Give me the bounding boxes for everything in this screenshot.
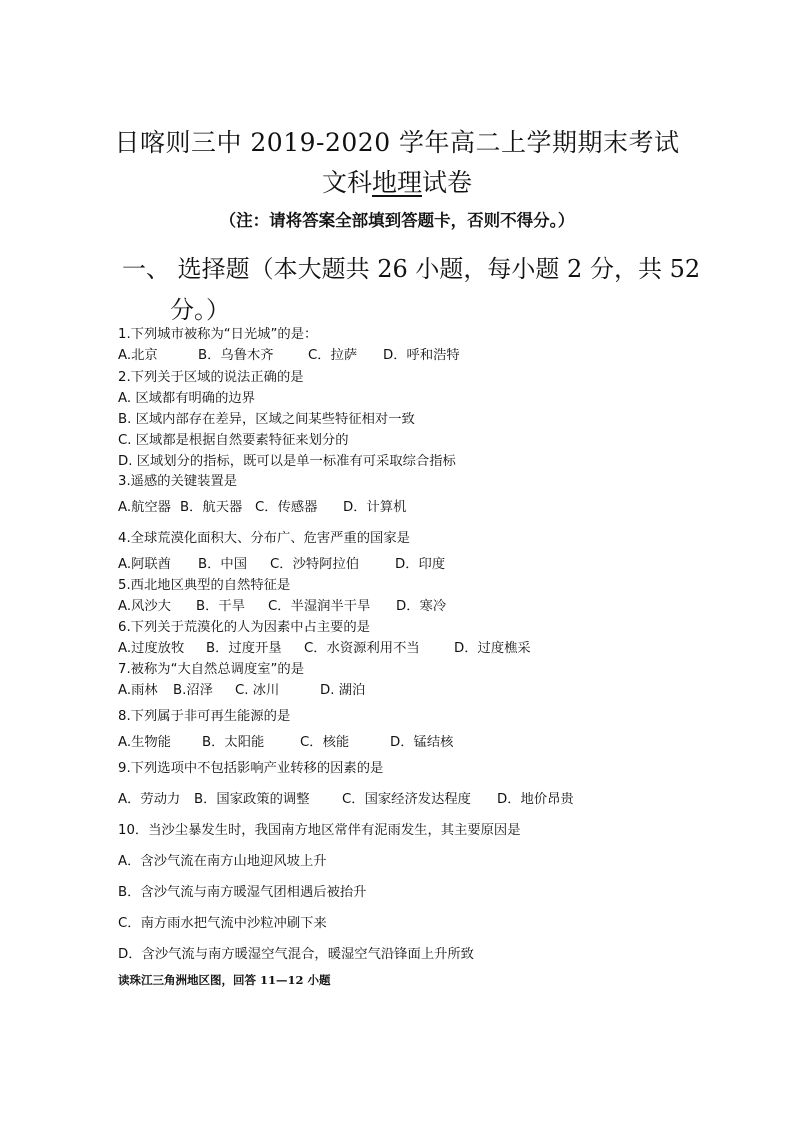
option: C．半湿润半干旱 [268, 599, 371, 614]
option: C．沙特阿拉伯 [270, 557, 360, 572]
option: A．劳动力 [118, 792, 181, 807]
option: D．锰结核 [390, 735, 454, 750]
option: B．航天器 [180, 500, 243, 515]
option: D．寒冷 [396, 599, 447, 614]
question-options [118, 641, 531, 657]
option: A.北京 [118, 348, 158, 363]
option: C．核能 [300, 735, 350, 750]
question-options [118, 557, 445, 573]
answer-notice: （注：请将答案全部填到答题卡，否则不得分。） [219, 211, 575, 230]
section-heading-cont: 分。） [170, 296, 230, 324]
option-line: A. 区域都有明确的边界 [118, 391, 255, 406]
option: A.航空器 [118, 500, 171, 515]
option: D. 湖泊 [320, 683, 366, 698]
map-instruction: 读珠江三角洲地区图，回答 11—12 小题 [118, 973, 331, 987]
option-line: C．南方雨水把气流中沙粒冲刷下来 [118, 916, 327, 931]
option: D．计算机 [343, 500, 407, 515]
option: A.风沙大 [118, 599, 171, 614]
question-options [118, 792, 574, 808]
option: A.过度放牧 [118, 641, 185, 656]
option: C. 冰川 [235, 683, 280, 698]
option: D．呼和浩特 [383, 348, 460, 363]
question-options [118, 683, 365, 699]
subtitle-subject: 地理 [371, 168, 422, 197]
option: A.生物能 [118, 735, 171, 750]
option-line: B．含沙气流与南方暖湿气团相遇后被抬升 [118, 885, 367, 900]
question-stem: 4.全球荒漠化面积大、分布广、危害严重的国家是 [118, 531, 410, 546]
option-line: C. 区域都是根据自然要素特征来划分的 [118, 433, 349, 448]
section-heading: 一、 选择题（本大题共 26 小题，每小题 2 分，共 52 [122, 255, 701, 283]
option: D．过度樵采 [454, 641, 531, 656]
question-stem: 6.下列关于荒漠化的人为因素中占主要的是 [118, 620, 371, 635]
question-stem: 2.下列关于区域的说法正确的是 [118, 370, 304, 385]
question-stem: 1.下列城市被称为“日光城”的是： [118, 327, 318, 342]
option: A.雨林 [118, 683, 158, 698]
option: B．干旱 [196, 599, 246, 614]
option: D．印度 [395, 557, 446, 572]
question-stem: 8.下列属于非可再生能源的是 [118, 709, 291, 724]
question-stem: 5.西北地区典型的自然特征是 [118, 578, 291, 593]
option-line: B. 区域内部存在差异，区域之间某些特征相对一致 [118, 412, 415, 427]
question-options [118, 599, 446, 615]
question-stem: 10．当沙尘暴发生时，我国南方地区常伴有泥雨发生，其主要原因是 [118, 823, 521, 838]
option-line: D．含沙气流与南方暖湿空气混合，暖湿空气沿锋面上升所致 [118, 947, 474, 962]
option: B．过度开垦 [206, 641, 282, 656]
question-stem: 9.下列选项中不包括影响产业转移的因素的是 [118, 761, 384, 776]
option: D．地价昂贵 [497, 792, 574, 807]
question-stem: 7.被称为“大自然总调度室”的是 [118, 662, 305, 677]
question-options [118, 500, 406, 516]
question-options [118, 735, 453, 751]
subtitle-prefix: 文科 [321, 168, 372, 197]
option: B．国家政策的调整 [194, 792, 310, 807]
question-options [118, 348, 460, 364]
option: C．拉萨 [308, 348, 358, 363]
exam-title: 日喀则三中 2019-2020 学年高二上学期期末考试 [114, 128, 680, 157]
option: B．中国 [198, 557, 248, 572]
option: A.阿联酋 [118, 557, 171, 572]
option: C．传感器 [255, 500, 318, 515]
option: B．乌鲁木齐 [198, 348, 274, 363]
question-stem: 3.遥感的关键装置是 [118, 474, 238, 489]
option: B．太阳能 [202, 735, 265, 750]
option: B.沼泽 [173, 683, 213, 698]
exam-subtitle [0, 163, 794, 199]
subtitle-suffix: 试卷 [422, 168, 473, 197]
option: C．国家经济发达程度 [342, 792, 471, 807]
option-line: A．含沙气流在南方山地迎风坡上升 [118, 854, 327, 869]
option: C．水资源利用不当 [304, 641, 420, 656]
option-line: D. 区域划分的指标，既可以是单一标准有可采取综合指标 [118, 454, 456, 469]
